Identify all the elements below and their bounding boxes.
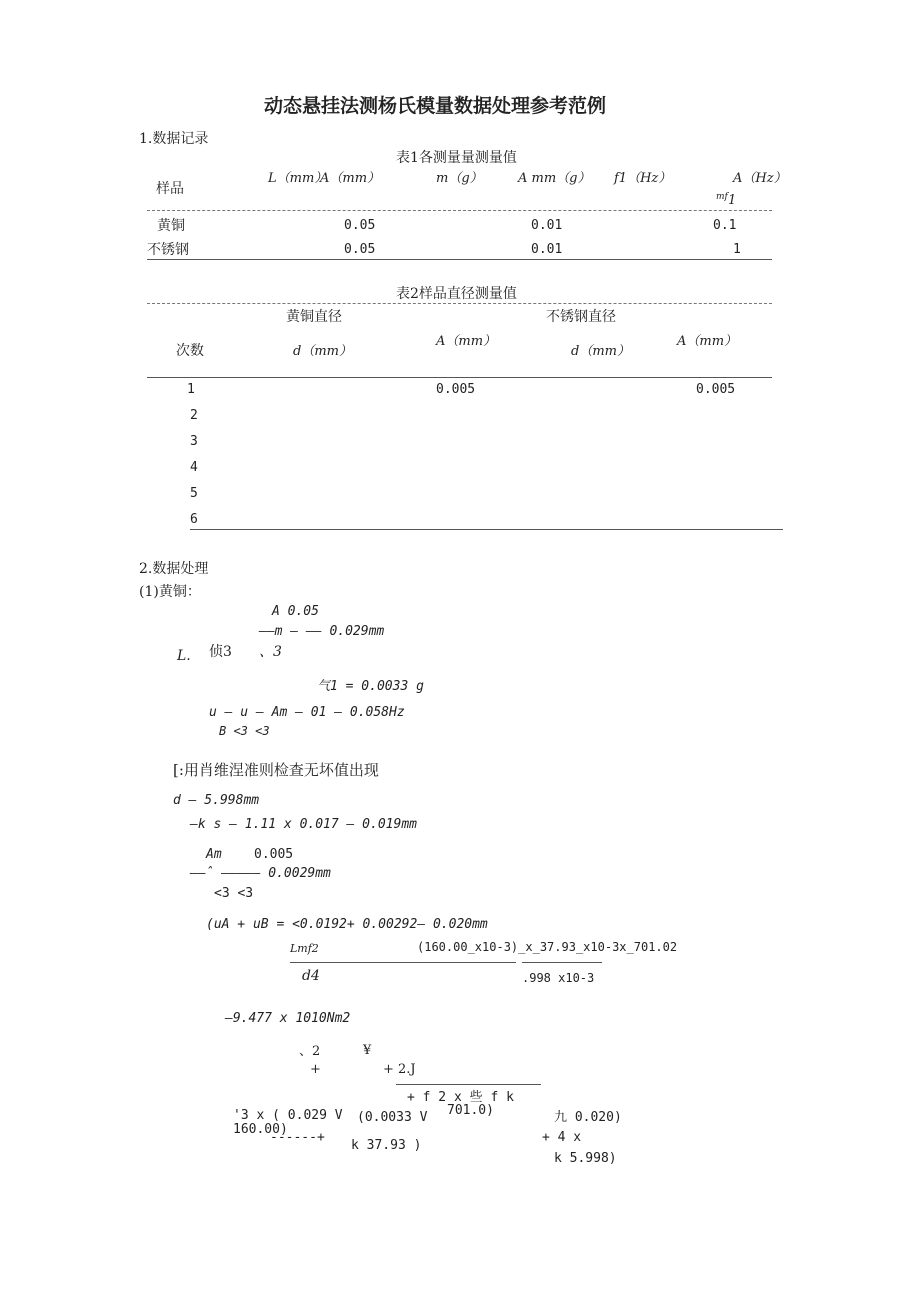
- formula-type-a-uncertainty: —k s — 1.11 x 0.017 — 0.019mm: [190, 817, 417, 832]
- formula-type-b-denominator: <3 <3: [214, 886, 254, 901]
- table1-row-brass-mass-uncertainty: 0.01: [531, 218, 563, 233]
- formula-frequency-uncertainty-denominator: B <3 <3: [219, 724, 270, 738]
- table2-steel-uncertainty-value: 0.005: [696, 382, 736, 397]
- table2-header-steel-uncertainty: A（mm）: [677, 334, 738, 349]
- formula-clipped-region: [540, 1147, 660, 1166]
- table1-header-frequency-uncertainty: A（Hz）: [733, 171, 787, 186]
- table2-bottom-rule: [190, 529, 783, 530]
- table1-header-frequency-subscript-number: 1: [728, 193, 737, 208]
- table2-count: 1: [187, 382, 195, 397]
- formula-relative-uncertainty-fragment: + 4 x: [542, 1130, 582, 1145]
- formula-length-uncertainty-numerator: A 0.05: [272, 604, 319, 619]
- formula-relative-uncertainty-fragment: +: [310, 1062, 321, 1077]
- table1-row-steel-mass-uncertainty: 0.01: [531, 242, 563, 257]
- table2-caption: 表2样品直径测量值: [396, 286, 517, 302]
- table1-header-sample: 样品: [156, 181, 184, 197]
- table2-group-steel: 不锈钢直径: [546, 309, 616, 325]
- table1-bottom-rule: [147, 259, 772, 260]
- formula-frequency-uncertainty: u — u — Am — 01 — 0.058Hz: [209, 705, 405, 720]
- table2-count: 5: [190, 486, 198, 501]
- formula-youngs-modulus-fraction-bar-left: [290, 962, 516, 963]
- formula-relative-uncertainty-fragment: 九 0.020): [554, 1110, 622, 1125]
- formula-type-b-uncertainty: ——ˆ ————— 0.0029mm: [190, 866, 331, 881]
- table2-brass-uncertainty-value: 0.005: [436, 382, 476, 397]
- formula-relative-uncertainty-fragment: (0.0033 V: [357, 1110, 428, 1125]
- table1-header-mass-uncertainty: A mm（g）: [518, 171, 591, 186]
- table2-count: 3: [190, 434, 198, 449]
- formula-relative-uncertainty-fraction-bar: [396, 1084, 541, 1085]
- formula-length-denominator: 侦3: [209, 644, 232, 660]
- formula-type-b-numerator-symbol: Am: [206, 847, 222, 862]
- table2-header-rule: [147, 377, 772, 378]
- table1-row-steel-sample: 不锈钢: [147, 242, 189, 258]
- formula-length-denominator-2: 、3: [259, 644, 282, 660]
- formula-youngs-modulus-result: —9.477 x 1010Nm2: [225, 1011, 351, 1026]
- formula-combined-uncertainty: (uA + uB = <0.0192+ 0.00292— 0.020mm: [206, 917, 488, 932]
- table1-caption: 表1各测量量测量值: [396, 150, 517, 166]
- subsection-brass: (1)黄铜：: [139, 584, 201, 600]
- chauvenet-criterion-note: [:用肖维涅准则检查无坏值出现: [173, 761, 379, 779]
- table1-row-brass-length-uncertainty: 0.05: [344, 218, 376, 233]
- table1-header-frequency: f1（Hz）: [614, 171, 672, 186]
- formula-relative-uncertainty-fragment: 701.0): [447, 1103, 494, 1118]
- formula-youngs-modulus-denominator-values: .998 x10-3: [522, 971, 595, 985]
- formula-relative-uncertainty-fragment: + 2.J: [383, 1062, 416, 1077]
- table1-row-steel-frequency-uncertainty: 1: [733, 242, 741, 257]
- table1-header-rule: [147, 210, 772, 211]
- table1-header-frequency-subscript: mf: [716, 192, 728, 202]
- formula-youngs-modulus-fraction-bar-right: [522, 962, 602, 963]
- table2-group-brass: 黄铜直径: [286, 309, 342, 325]
- formula-mean-diameter: d — 5.998mm: [173, 793, 260, 808]
- table2-count: 6: [190, 512, 198, 527]
- formula-length-symbol: L.: [177, 648, 191, 664]
- table2-count: 4: [190, 460, 198, 475]
- page-title: 动态悬挂法测杨氏模量数据处理参考范例: [264, 95, 607, 117]
- formula-type-b-numerator-value: 0.005: [254, 847, 294, 862]
- table2-header-count: 次数: [176, 343, 204, 359]
- table1-header-length: L（mm）: [268, 171, 328, 186]
- section-heading-data-processing: 2.数据处理: [139, 561, 209, 577]
- formula-length-uncertainty: ——m — —— 0.029mm: [259, 624, 385, 639]
- table2-top-rule: [147, 303, 772, 304]
- table1-row-brass-sample: 黄铜: [157, 218, 185, 234]
- formula-relative-uncertainty-fragment: ------+: [270, 1130, 325, 1145]
- table1-header-mass: m（g）: [436, 171, 483, 186]
- table2-header-brass-uncertainty: A（mm）: [436, 334, 497, 349]
- table2-header-brass-diameter: d（mm）: [293, 344, 352, 359]
- formula-youngs-modulus-numerator-symbol: Lmf2: [290, 942, 319, 955]
- section-heading-data-record: 1.数据记录: [139, 131, 209, 147]
- formula-youngs-modulus-numerator-values: (160.00_x10-3)_x_37.93_x10-3x_701.02: [417, 940, 678, 954]
- table2-count: 2: [190, 408, 198, 423]
- formula-relative-uncertainty-fragment: '3 x ( 0.029 V: [233, 1108, 343, 1123]
- formula-relative-uncertainty-fragment: + f 2 x 些 f k: [407, 1090, 514, 1105]
- table1-row-steel-length-uncertainty: 0.05: [344, 242, 376, 257]
- table2-header-steel-diameter: d（mm）: [571, 344, 630, 359]
- table1-row-brass-frequency-uncertainty: 0.1: [713, 218, 737, 233]
- table1-header-length-uncertainty: A（mm）: [320, 171, 381, 186]
- formula-relative-uncertainty-fragment: ¥: [363, 1043, 372, 1058]
- formula-relative-uncertainty-fragment: 、2: [299, 1044, 321, 1059]
- formula-mass-uncertainty: 气1 = 0.0033 g: [317, 679, 424, 694]
- formula-youngs-modulus-denominator-symbol: d4: [302, 968, 320, 984]
- formula-relative-uncertainty-fragment: k 5.998): [554, 1151, 617, 1166]
- formula-relative-uncertainty-fragment: 160.00): [233, 1122, 288, 1137]
- formula-relative-uncertainty-fragment: k 37.93 ): [351, 1138, 422, 1153]
